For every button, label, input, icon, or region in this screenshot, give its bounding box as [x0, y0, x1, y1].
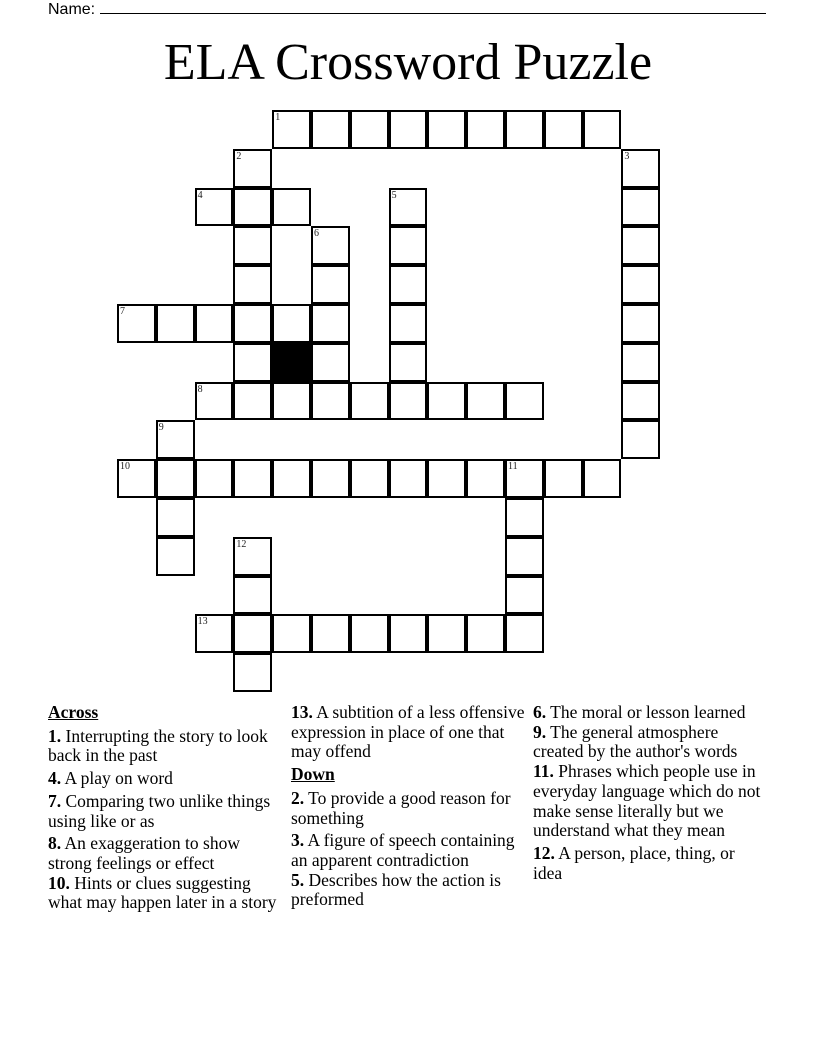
across-heading: Across [48, 702, 99, 722]
grid-cell[interactable] [311, 265, 350, 304]
grid-cell[interactable] [233, 459, 272, 498]
grid-cell[interactable] [233, 188, 272, 227]
grid-cell[interactable] [621, 265, 660, 304]
grid-cell[interactable] [505, 382, 544, 421]
grid-cell[interactable] [233, 304, 272, 343]
clue-across-8: 8. An exaggeration to show strong feelings or effect [48, 833, 240, 873]
clue-down-5: 5. Describes how the action is preformed [291, 869, 501, 910]
clue-down-11: 11. Phrases which people use in everyday language which do not make sense literally but we understand what they mean [533, 761, 761, 841]
grid-cell[interactable] [544, 459, 583, 498]
grid-cell[interactable] [389, 614, 428, 653]
clues-column-3 [533, 703, 763, 886]
grid-cell[interactable] [389, 459, 428, 498]
clue-number: 5 [391, 189, 397, 201]
grid-cell[interactable] [466, 459, 505, 498]
name-label: Name: [48, 1, 96, 18]
clue-number: 6 [314, 228, 319, 240]
grid-cell[interactable] [621, 343, 660, 382]
grid-cell[interactable] [389, 110, 428, 149]
clue-down-9: 9. The general atmosphere created by the author's words [533, 721, 738, 762]
grid-cell[interactable] [272, 304, 311, 343]
grid-cell[interactable] [427, 459, 466, 498]
grid-cell[interactable] [350, 459, 389, 498]
grid-cell[interactable] [621, 188, 660, 227]
grid-cell[interactable] [621, 420, 660, 459]
clue-across-1: 1. Interrupting the story to look back in the past [48, 725, 268, 766]
grid-cell[interactable] [272, 459, 311, 498]
grid-cell[interactable] [427, 614, 466, 653]
clue-across-4: 4. A play on word [48, 768, 173, 789]
grid-cell[interactable] [117, 459, 156, 498]
grid-cell[interactable] [350, 614, 389, 653]
grid-cell[interactable] [583, 459, 622, 498]
grid-cell[interactable] [311, 459, 350, 498]
clue-number: 1 [275, 112, 281, 123]
grid-cell[interactable] [350, 110, 389, 149]
grid-cell[interactable] [272, 382, 311, 421]
grid-cell[interactable] [544, 110, 583, 149]
grid-cell[interactable] [233, 653, 272, 692]
clue-across-7: 7. Comparing two unlike things using like or as [48, 790, 271, 831]
clue-number: 2 [236, 150, 242, 162]
grid-cell[interactable] [311, 343, 350, 382]
grid-cell[interactable] [233, 382, 272, 421]
clue-number: 13 [197, 616, 208, 628]
grid-cell[interactable] [272, 188, 311, 227]
grid-cell[interactable] [311, 304, 350, 343]
grid-cell[interactable] [195, 614, 234, 653]
grid-cell[interactable] [156, 304, 195, 343]
grid-cell[interactable] [156, 420, 195, 459]
grid-cell[interactable] [272, 614, 311, 653]
page-title: ELA Crossword Puzzle [163, 34, 653, 91]
grid-cell[interactable] [427, 110, 466, 149]
grid-cell[interactable] [233, 149, 272, 188]
grid-cell[interactable] [311, 614, 350, 653]
clue-number: 7 [120, 306, 125, 317]
clue-down-2: 2. To provide a good reason for something [291, 787, 511, 828]
grid-cell[interactable] [389, 226, 428, 265]
grid-cell[interactable] [621, 226, 660, 265]
grid-cell[interactable] [272, 110, 311, 149]
grid-cell[interactable] [156, 537, 195, 576]
grid-cell[interactable] [195, 382, 234, 421]
grid-cell[interactable] [389, 304, 428, 343]
grid-cell[interactable] [117, 304, 156, 343]
grid-cell[interactable] [466, 614, 505, 653]
clue-number: 3 [624, 150, 630, 162]
grid-cell[interactable] [195, 459, 234, 498]
clue-number: 10 [120, 461, 130, 473]
grid-cell[interactable] [156, 498, 195, 537]
grid-cell[interactable] [621, 149, 660, 188]
clue-number: 4 [197, 189, 203, 201]
grid-cell[interactable] [233, 576, 272, 615]
grid-cell[interactable] [621, 304, 660, 343]
grid-cell[interactable] [233, 614, 272, 653]
clue-across-13: 13. A subtition of a less offensive expression in place of one that may offend [291, 702, 525, 762]
clue-number: 12 [236, 538, 247, 550]
grid-cell[interactable] [195, 304, 234, 343]
grid-cell[interactable] [233, 537, 272, 576]
clues-column-1 [48, 703, 283, 916]
grid-cell[interactable] [505, 576, 544, 615]
grid-cell[interactable] [505, 614, 544, 653]
grid-cell[interactable] [311, 110, 350, 149]
grid-cell[interactable] [311, 382, 350, 421]
grid-cell[interactable] [583, 110, 622, 149]
grid-cell[interactable] [389, 265, 428, 304]
grid-cell[interactable] [621, 382, 660, 421]
clue-number: 8 [197, 383, 203, 395]
black-cell [272, 343, 311, 382]
clue-down-3: 3. A figure of speech containing an apparent contradiction [291, 830, 515, 870]
grid-cell[interactable] [505, 537, 544, 576]
grid-cell[interactable] [311, 226, 350, 265]
grid-cell[interactable] [505, 110, 544, 149]
down-heading: Down [291, 764, 335, 785]
grid-cell[interactable] [389, 343, 428, 382]
clue-number: 9 [158, 422, 164, 434]
grid-cell[interactable] [505, 498, 544, 537]
grid-cell[interactable] [389, 382, 428, 421]
grid-cell[interactable] [156, 459, 195, 498]
grid-cell[interactable] [233, 265, 272, 304]
clue-down-12: 12. A person, place, thing, or idea [533, 842, 735, 883]
clue-number: 11 [508, 461, 518, 473]
clues-column-2 [291, 703, 529, 913]
clue-across-10: 10. Hints or clues suggesting what may happen later in a story [48, 872, 277, 913]
grid-cell[interactable] [466, 382, 505, 421]
grid-cell[interactable] [195, 188, 234, 227]
grid-cell[interactable] [233, 226, 272, 265]
clue-down-6: 6. The moral or lesson learned [533, 702, 746, 722]
grid-cell[interactable] [233, 343, 272, 382]
grid-cell[interactable] [389, 188, 428, 227]
grid-cell[interactable] [350, 382, 389, 421]
grid-cell[interactable] [505, 459, 544, 498]
grid-cell[interactable] [466, 110, 505, 149]
grid-cell[interactable] [427, 382, 466, 421]
